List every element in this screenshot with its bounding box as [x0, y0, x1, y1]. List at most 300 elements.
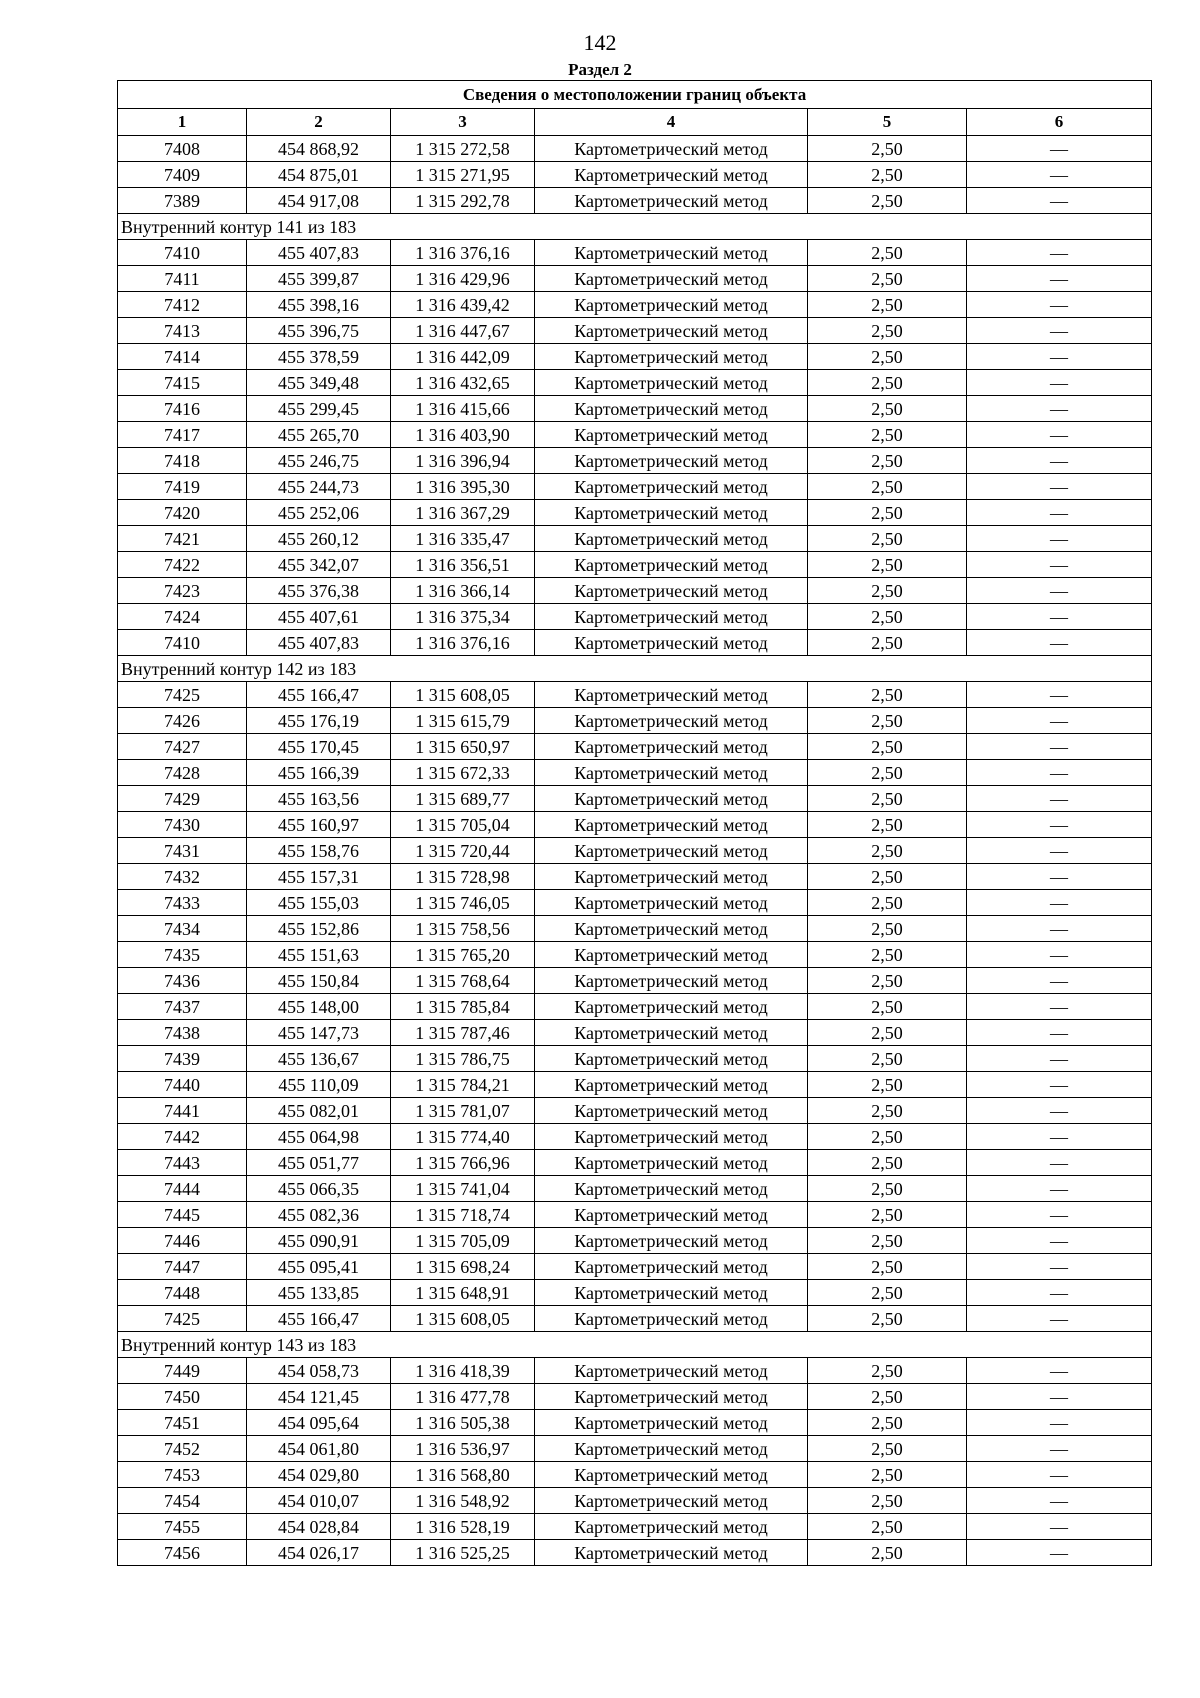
- table-row: [118, 344, 1152, 370]
- accuracy-cell: 2,50: [808, 1020, 967, 1046]
- y-coordinate-cell: 1 316 528,19: [391, 1514, 535, 1540]
- method-cell: Картометрический метод: [535, 1462, 808, 1488]
- x-coordinate-cell: 454 029,80: [247, 1462, 391, 1488]
- accuracy-cell: 2,50: [808, 370, 967, 396]
- accuracy-cell: 2,50: [808, 838, 967, 864]
- method-cell: Картометрический метод: [535, 1254, 808, 1280]
- method-cell: Картометрический метод: [535, 578, 808, 604]
- y-coordinate-cell: 1 316 477,78: [391, 1384, 535, 1410]
- method-cell: Картометрический метод: [535, 1124, 808, 1150]
- accuracy-cell: 2,50: [808, 318, 967, 344]
- y-coordinate-cell: 1 316 376,16: [391, 630, 535, 656]
- column-header: 4: [535, 109, 808, 136]
- method-cell: Картометрический метод: [535, 318, 808, 344]
- method-cell: Картометрический метод: [535, 526, 808, 552]
- x-coordinate-cell: 455 407,83: [247, 630, 391, 656]
- description-cell: —: [967, 890, 1152, 916]
- method-cell: Картометрический метод: [535, 630, 808, 656]
- description-cell: —: [967, 526, 1152, 552]
- contour-label: Внутренний контур 143 из 183: [118, 1332, 1152, 1358]
- x-coordinate-cell: 455 170,45: [247, 734, 391, 760]
- description-cell: —: [967, 1228, 1152, 1254]
- x-coordinate-cell: 455 136,67: [247, 1046, 391, 1072]
- point-number-cell: 7417: [118, 422, 247, 448]
- x-coordinate-cell: 455 166,47: [247, 1306, 391, 1332]
- description-cell: —: [967, 630, 1152, 656]
- table-row: [118, 1280, 1152, 1306]
- table-row: [118, 1228, 1152, 1254]
- y-coordinate-cell: 1 316 505,38: [391, 1410, 535, 1436]
- table-row: [118, 292, 1152, 318]
- point-number-cell: 7418: [118, 448, 247, 474]
- description-cell: —: [967, 292, 1152, 318]
- y-coordinate-cell: 1 316 356,51: [391, 552, 535, 578]
- description-cell: —: [967, 994, 1152, 1020]
- description-cell: —: [967, 500, 1152, 526]
- point-number-cell: 7424: [118, 604, 247, 630]
- y-coordinate-cell: 1 315 705,04: [391, 812, 535, 838]
- accuracy-cell: 2,50: [808, 864, 967, 890]
- x-coordinate-cell: 454 028,84: [247, 1514, 391, 1540]
- x-coordinate-cell: 455 407,83: [247, 240, 391, 266]
- table-row: [118, 630, 1152, 656]
- table-row: [118, 1514, 1152, 1540]
- y-coordinate-cell: 1 315 705,09: [391, 1228, 535, 1254]
- accuracy-cell: 2,50: [808, 1306, 967, 1332]
- method-cell: Картометрический метод: [535, 1358, 808, 1384]
- table-row: [118, 1540, 1152, 1566]
- table-body: [118, 136, 1152, 1566]
- table-title-row: [118, 81, 1152, 109]
- x-coordinate-cell: 455 166,39: [247, 760, 391, 786]
- x-coordinate-cell: 455 260,12: [247, 526, 391, 552]
- method-cell: Картометрический метод: [535, 292, 808, 318]
- y-coordinate-cell: 1 315 746,05: [391, 890, 535, 916]
- description-cell: —: [967, 1462, 1152, 1488]
- x-coordinate-cell: 455 160,97: [247, 812, 391, 838]
- x-coordinate-cell: 455 407,61: [247, 604, 391, 630]
- accuracy-cell: 2,50: [808, 474, 967, 500]
- description-cell: —: [967, 474, 1152, 500]
- table-row: [118, 1254, 1152, 1280]
- table-row: [118, 396, 1152, 422]
- table-row: [118, 266, 1152, 292]
- x-coordinate-cell: 454 010,07: [247, 1488, 391, 1514]
- point-number-cell: 7425: [118, 682, 247, 708]
- table-row: [118, 864, 1152, 890]
- method-cell: Картометрический метод: [535, 188, 808, 214]
- contour-row: [118, 656, 1152, 682]
- description-cell: —: [967, 760, 1152, 786]
- column-header: 5: [808, 109, 967, 136]
- method-cell: Картометрический метод: [535, 396, 808, 422]
- y-coordinate-cell: 1 316 447,67: [391, 318, 535, 344]
- y-coordinate-cell: 1 315 720,44: [391, 838, 535, 864]
- description-cell: —: [967, 1072, 1152, 1098]
- description-cell: —: [967, 916, 1152, 942]
- method-cell: Картометрический метод: [535, 734, 808, 760]
- table-row: [118, 1176, 1152, 1202]
- point-number-cell: 7435: [118, 942, 247, 968]
- table-row: [118, 916, 1152, 942]
- table-row: [118, 942, 1152, 968]
- point-number-cell: 7427: [118, 734, 247, 760]
- accuracy-cell: 2,50: [808, 604, 967, 630]
- x-coordinate-cell: 455 082,36: [247, 1202, 391, 1228]
- method-cell: Картометрический метод: [535, 1488, 808, 1514]
- table-row: [118, 734, 1152, 760]
- method-cell: Картометрический метод: [535, 760, 808, 786]
- y-coordinate-cell: 1 315 768,64: [391, 968, 535, 994]
- contour-row: [118, 214, 1152, 240]
- y-coordinate-cell: 1 315 786,75: [391, 1046, 535, 1072]
- method-cell: Картометрический метод: [535, 500, 808, 526]
- x-coordinate-cell: 455 349,48: [247, 370, 391, 396]
- table-row: [118, 162, 1152, 188]
- accuracy-cell: 2,50: [808, 994, 967, 1020]
- x-coordinate-cell: 455 151,63: [247, 942, 391, 968]
- description-cell: —: [967, 1540, 1152, 1566]
- accuracy-cell: 2,50: [808, 1202, 967, 1228]
- description-cell: —: [967, 1202, 1152, 1228]
- accuracy-cell: 2,50: [808, 942, 967, 968]
- x-coordinate-cell: 455 399,87: [247, 266, 391, 292]
- table-row: [118, 1072, 1152, 1098]
- description-cell: —: [967, 136, 1152, 162]
- point-number-cell: 7440: [118, 1072, 247, 1098]
- description-cell: —: [967, 1176, 1152, 1202]
- x-coordinate-cell: 455 095,41: [247, 1254, 391, 1280]
- point-number-cell: 7421: [118, 526, 247, 552]
- method-cell: Картометрический метод: [535, 1046, 808, 1072]
- method-cell: Картометрический метод: [535, 1410, 808, 1436]
- y-coordinate-cell: 1 315 272,58: [391, 136, 535, 162]
- y-coordinate-cell: 1 316 548,92: [391, 1488, 535, 1514]
- accuracy-cell: 2,50: [808, 552, 967, 578]
- description-cell: —: [967, 318, 1152, 344]
- point-number-cell: 7439: [118, 1046, 247, 1072]
- accuracy-cell: 2,50: [808, 630, 967, 656]
- description-cell: —: [967, 1306, 1152, 1332]
- x-coordinate-cell: 455 166,47: [247, 682, 391, 708]
- point-number-cell: 7434: [118, 916, 247, 942]
- y-coordinate-cell: 1 316 429,96: [391, 266, 535, 292]
- table-row: [118, 786, 1152, 812]
- point-number-cell: 7456: [118, 1540, 247, 1566]
- point-number-cell: 7448: [118, 1280, 247, 1306]
- page-number: 142: [583, 30, 617, 55]
- accuracy-cell: 2,50: [808, 1514, 967, 1540]
- y-coordinate-cell: 1 316 335,47: [391, 526, 535, 552]
- y-coordinate-cell: 1 315 718,74: [391, 1202, 535, 1228]
- y-coordinate-cell: 1 316 415,66: [391, 396, 535, 422]
- table-row: [118, 1046, 1152, 1072]
- description-cell: —: [967, 864, 1152, 890]
- table-row: [118, 1306, 1152, 1332]
- description-cell: —: [967, 682, 1152, 708]
- table-row: [118, 1384, 1152, 1410]
- y-coordinate-cell: 1 316 418,39: [391, 1358, 535, 1384]
- y-coordinate-cell: 1 316 442,09: [391, 344, 535, 370]
- point-number-cell: 7430: [118, 812, 247, 838]
- point-number-cell: 7425: [118, 1306, 247, 1332]
- method-cell: Картометрический метод: [535, 1072, 808, 1098]
- point-number-cell: 7431: [118, 838, 247, 864]
- point-number-cell: 7414: [118, 344, 247, 370]
- table-row: [118, 526, 1152, 552]
- accuracy-cell: 2,50: [808, 292, 967, 318]
- x-coordinate-cell: 455 246,75: [247, 448, 391, 474]
- y-coordinate-cell: 1 315 765,20: [391, 942, 535, 968]
- accuracy-cell: 2,50: [808, 1410, 967, 1436]
- table-row: [118, 136, 1152, 162]
- accuracy-cell: 2,50: [808, 1228, 967, 1254]
- method-cell: Картометрический метод: [535, 1280, 808, 1306]
- table-row: [118, 968, 1152, 994]
- method-cell: Картометрический метод: [535, 344, 808, 370]
- point-number-cell: 7452: [118, 1436, 247, 1462]
- x-coordinate-cell: 455 252,06: [247, 500, 391, 526]
- point-number-cell: 7413: [118, 318, 247, 344]
- y-coordinate-cell: 1 315 781,07: [391, 1098, 535, 1124]
- point-number-cell: 7429: [118, 786, 247, 812]
- method-cell: Картометрический метод: [535, 1020, 808, 1046]
- table-row: [118, 812, 1152, 838]
- description-cell: —: [967, 1124, 1152, 1150]
- description-cell: —: [967, 708, 1152, 734]
- table-row: [118, 890, 1152, 916]
- description-cell: —: [967, 1358, 1152, 1384]
- point-number-cell: 7422: [118, 552, 247, 578]
- y-coordinate-cell: 1 315 741,04: [391, 1176, 535, 1202]
- description-cell: —: [967, 1384, 1152, 1410]
- y-coordinate-cell: 1 315 766,96: [391, 1150, 535, 1176]
- description-cell: —: [967, 1488, 1152, 1514]
- method-cell: Картометрический метод: [535, 1228, 808, 1254]
- x-coordinate-cell: 454 917,08: [247, 188, 391, 214]
- y-coordinate-cell: 1 315 271,95: [391, 162, 535, 188]
- table-row: [118, 370, 1152, 396]
- x-coordinate-cell: 455 176,19: [247, 708, 391, 734]
- method-cell: Картометрический метод: [535, 864, 808, 890]
- table-row: [118, 1358, 1152, 1384]
- accuracy-cell: 2,50: [808, 1384, 967, 1410]
- description-cell: —: [967, 734, 1152, 760]
- accuracy-cell: 2,50: [808, 786, 967, 812]
- accuracy-cell: 2,50: [808, 1540, 967, 1566]
- x-coordinate-cell: 455 244,73: [247, 474, 391, 500]
- point-number-cell: 7450: [118, 1384, 247, 1410]
- x-coordinate-cell: 455 148,00: [247, 994, 391, 1020]
- y-coordinate-cell: 1 316 376,16: [391, 240, 535, 266]
- accuracy-cell: 2,50: [808, 162, 967, 188]
- table-row: [118, 1410, 1152, 1436]
- point-number-cell: 7436: [118, 968, 247, 994]
- y-coordinate-cell: 1 316 396,94: [391, 448, 535, 474]
- accuracy-cell: 2,50: [808, 1358, 967, 1384]
- x-coordinate-cell: 455 133,85: [247, 1280, 391, 1306]
- table-row: [118, 1150, 1152, 1176]
- accuracy-cell: 2,50: [808, 812, 967, 838]
- method-cell: Картометрический метод: [535, 1306, 808, 1332]
- y-coordinate-cell: 1 316 403,90: [391, 422, 535, 448]
- boundary-coordinates-table: [117, 80, 1152, 1566]
- y-coordinate-cell: 1 316 439,42: [391, 292, 535, 318]
- table-row: [118, 448, 1152, 474]
- y-coordinate-cell: 1 316 367,29: [391, 500, 535, 526]
- y-coordinate-cell: 1 316 366,14: [391, 578, 535, 604]
- method-cell: Картометрический метод: [535, 422, 808, 448]
- description-cell: —: [967, 1098, 1152, 1124]
- point-number-cell: 7426: [118, 708, 247, 734]
- method-cell: Картометрический метод: [535, 552, 808, 578]
- method-cell: Картометрический метод: [535, 786, 808, 812]
- method-cell: Картометрический метод: [535, 682, 808, 708]
- y-coordinate-cell: 1 316 375,34: [391, 604, 535, 630]
- x-coordinate-cell: 455 110,09: [247, 1072, 391, 1098]
- accuracy-cell: 2,50: [808, 344, 967, 370]
- description-cell: —: [967, 552, 1152, 578]
- y-coordinate-cell: 1 315 784,21: [391, 1072, 535, 1098]
- point-number-cell: 7437: [118, 994, 247, 1020]
- point-number-cell: 7420: [118, 500, 247, 526]
- accuracy-cell: 2,50: [808, 1462, 967, 1488]
- description-cell: —: [967, 812, 1152, 838]
- point-number-cell: 7442: [118, 1124, 247, 1150]
- accuracy-cell: 2,50: [808, 1072, 967, 1098]
- x-coordinate-cell: 455 396,75: [247, 318, 391, 344]
- description-cell: —: [967, 1436, 1152, 1462]
- table-row: [118, 838, 1152, 864]
- accuracy-cell: 2,50: [808, 136, 967, 162]
- x-coordinate-cell: 454 095,64: [247, 1410, 391, 1436]
- accuracy-cell: 2,50: [808, 1280, 967, 1306]
- table-row: [118, 1202, 1152, 1228]
- point-number-cell: 7433: [118, 890, 247, 916]
- y-coordinate-cell: 1 315 785,84: [391, 994, 535, 1020]
- point-number-cell: 7453: [118, 1462, 247, 1488]
- table-row: [118, 760, 1152, 786]
- description-cell: —: [967, 1410, 1152, 1436]
- method-cell: Картометрический метод: [535, 838, 808, 864]
- description-cell: —: [967, 396, 1152, 422]
- accuracy-cell: 2,50: [808, 240, 967, 266]
- method-cell: Картометрический метод: [535, 994, 808, 1020]
- point-number-cell: 7443: [118, 1150, 247, 1176]
- x-coordinate-cell: 455 163,56: [247, 786, 391, 812]
- x-coordinate-cell: 455 150,84: [247, 968, 391, 994]
- point-number-cell: 7449: [118, 1358, 247, 1384]
- point-number-cell: 7446: [118, 1228, 247, 1254]
- method-cell: Картометрический метод: [535, 1384, 808, 1410]
- table-row: [118, 1020, 1152, 1046]
- y-coordinate-cell: 1 315 608,05: [391, 682, 535, 708]
- accuracy-cell: 2,50: [808, 1046, 967, 1072]
- table-row: [118, 1098, 1152, 1124]
- accuracy-cell: 2,50: [808, 578, 967, 604]
- y-coordinate-cell: 1 315 689,77: [391, 786, 535, 812]
- method-cell: Картометрический метод: [535, 474, 808, 500]
- method-cell: Картометрический метод: [535, 1098, 808, 1124]
- method-cell: Картометрический метод: [535, 968, 808, 994]
- method-cell: Картометрический метод: [535, 890, 808, 916]
- table-row: [118, 1462, 1152, 1488]
- x-coordinate-cell: 455 147,73: [247, 1020, 391, 1046]
- column-header-row: [118, 109, 1152, 136]
- y-coordinate-cell: 1 315 292,78: [391, 188, 535, 214]
- y-coordinate-cell: 1 316 536,97: [391, 1436, 535, 1462]
- accuracy-cell: 2,50: [808, 968, 967, 994]
- table-row: [118, 188, 1152, 214]
- point-number-cell: 7445: [118, 1202, 247, 1228]
- table-row: [118, 240, 1152, 266]
- x-coordinate-cell: 454 875,01: [247, 162, 391, 188]
- accuracy-cell: 2,50: [808, 890, 967, 916]
- x-coordinate-cell: 455 051,77: [247, 1150, 391, 1176]
- method-cell: Картометрический метод: [535, 708, 808, 734]
- x-coordinate-cell: 455 082,01: [247, 1098, 391, 1124]
- y-coordinate-cell: 1 316 568,80: [391, 1462, 535, 1488]
- point-number-cell: 7441: [118, 1098, 247, 1124]
- x-coordinate-cell: 455 398,16: [247, 292, 391, 318]
- contour-row: [118, 1332, 1152, 1358]
- description-cell: —: [967, 578, 1152, 604]
- description-cell: —: [967, 1254, 1152, 1280]
- accuracy-cell: 2,50: [808, 1124, 967, 1150]
- x-coordinate-cell: 455 265,70: [247, 422, 391, 448]
- accuracy-cell: 2,50: [808, 188, 967, 214]
- x-coordinate-cell: 455 299,45: [247, 396, 391, 422]
- point-number-cell: 7408: [118, 136, 247, 162]
- table-row: [118, 552, 1152, 578]
- point-number-cell: 7411: [118, 266, 247, 292]
- x-coordinate-cell: 455 157,31: [247, 864, 391, 890]
- point-number-cell: 7432: [118, 864, 247, 890]
- table-row: [118, 994, 1152, 1020]
- accuracy-cell: 2,50: [808, 708, 967, 734]
- y-coordinate-cell: 1 315 650,97: [391, 734, 535, 760]
- accuracy-cell: 2,50: [808, 1436, 967, 1462]
- method-cell: Картометрический метод: [535, 916, 808, 942]
- x-coordinate-cell: 454 058,73: [247, 1358, 391, 1384]
- accuracy-cell: 2,50: [808, 682, 967, 708]
- description-cell: —: [967, 188, 1152, 214]
- y-coordinate-cell: 1 315 698,24: [391, 1254, 535, 1280]
- column-header: 6: [967, 109, 1152, 136]
- method-cell: Картометрический метод: [535, 812, 808, 838]
- accuracy-cell: 2,50: [808, 266, 967, 292]
- x-coordinate-cell: 454 026,17: [247, 1540, 391, 1566]
- description-cell: —: [967, 266, 1152, 292]
- point-number-cell: 7423: [118, 578, 247, 604]
- method-cell: Картометрический метод: [535, 370, 808, 396]
- description-cell: —: [967, 1280, 1152, 1306]
- table-row: [118, 474, 1152, 500]
- description-cell: —: [967, 1020, 1152, 1046]
- description-cell: —: [967, 968, 1152, 994]
- point-number-cell: 7419: [118, 474, 247, 500]
- description-cell: —: [967, 942, 1152, 968]
- accuracy-cell: 2,50: [808, 526, 967, 552]
- x-coordinate-cell: 455 155,03: [247, 890, 391, 916]
- point-number-cell: 7416: [118, 396, 247, 422]
- accuracy-cell: 2,50: [808, 734, 967, 760]
- column-header: 1: [118, 109, 247, 136]
- y-coordinate-cell: 1 316 395,30: [391, 474, 535, 500]
- y-coordinate-cell: 1 315 608,05: [391, 1306, 535, 1332]
- accuracy-cell: 2,50: [808, 1488, 967, 1514]
- table-row: [118, 604, 1152, 630]
